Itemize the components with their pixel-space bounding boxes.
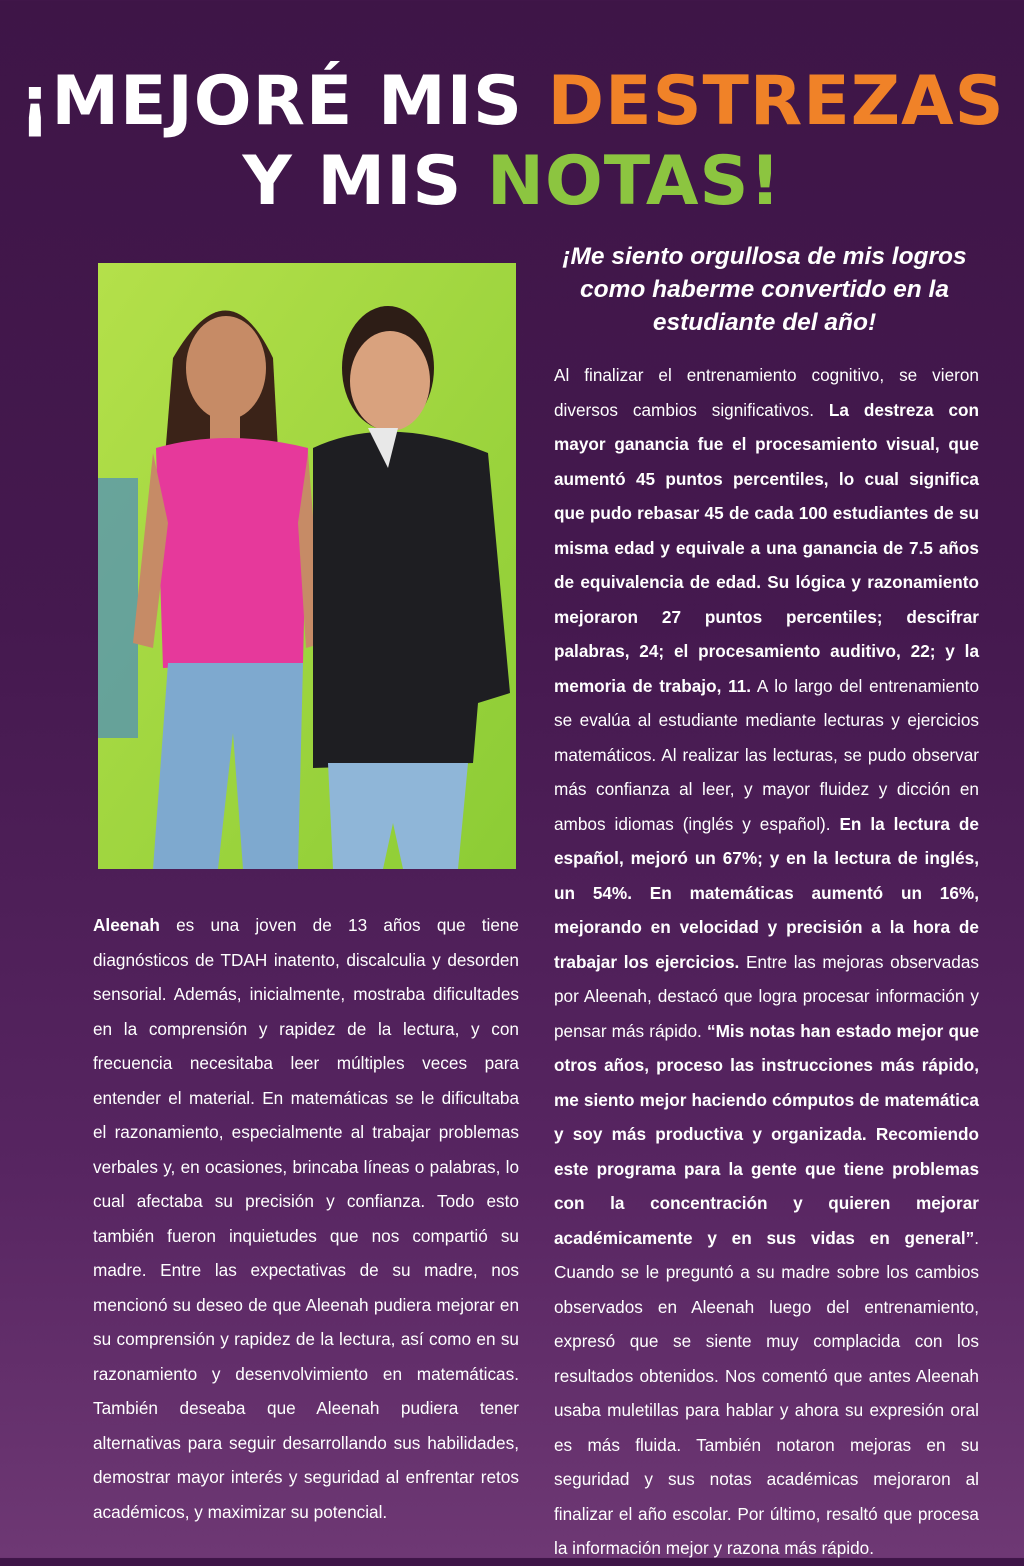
right-text-2: A lo largo del entrenamiento se evalúa al estudiante mediante lecturas y ejercicios matemáticos. Al realizar las lecturas, se pudo observar más confianza al leer, y mayor fluidez y dicción en ambos idiomas (inglés y español). [554,675,979,834]
left-paragraph-text: es una joven de 13 años que tiene diagnósticos de TDAH inatento, discalculia y desorden sensorial. Además, inicialmente, mostraba dificultades en la comprensión y rapidez de la lectura, y con frecuencia necesitaba leer múltiples veces para entender el material. En matemáticas se le dificultaba el razonamiento, especialmente al trabajar problemas verbales y, en ocasiones, brincaba líneas o palabras, lo cual afectaba su precisión y confianza. Todo esto también fueron inquietudes que nos compartió su madre. Entre las expectativas de su madre, nos mencionó su deseo de que Aleenah pudiera mejorar en su comprensión y rapidez de la lectura, así como en su razonamiento y desenvolvimiento en matemáticas. También deseaba que Aleenah pudiera tener alternativas para seguir desarrollando sus habilidades, demostrar mayor interés y seguridad al enfrentar retos académicos, y maximizar su potencial. [93,915,519,1522]
left-paragraph [93,908,519,1529]
right-text-1: Al finalizar el entrenamiento cognitivo, se vieron diversos cambios significativos. [554,365,979,420]
student-name: Aleenah [93,915,160,935]
headline-part-2: Y MIS [242,142,488,221]
right-bold-1: La destreza con mayor ganancia fue el procesamiento visual, que aumentó 45 puntos percentiles, lo cual significa que pudo rebasar 45 de cada 100 estudiantes de su misma edad y equivale a una ganancia de 7.5 años de equivalencia de edad. Su lógica y razonamiento mejoraron 27 puntos percentiles; descifrar palabras, 24; el procesamiento auditivo, 22; y la memoria de trabajo, 11. [554,399,979,696]
headline-part-1: ¡MEJORÉ MIS [19,62,548,141]
pull-quote: ¡Me siento orgullosa de mis logros como haberme convertido en la estudiante del año! [562,243,967,336]
right-text-3: Entre las mejoras observadas por Aleenah, destacó que logra procesar información y pensar más rápido. [554,951,979,1041]
right-bold-3: “Mis notas han estado mejor que otros años, proceso las instrucciones más rápido, me siento mejor haciendo cómputos de matemática y soy más productiva y organizada. Recomiendo este programa para la gente que tiene problemas con la concentración y quieren mejorar académicamente y en sus vidas en general” [554,1020,980,1248]
right-column [554,358,979,1566]
photo [98,263,516,869]
left-column [93,908,519,1529]
headline-highlight-destrezas: DESTREZAS [547,62,1005,141]
headline [0,62,1024,222]
photo-illustration [98,263,516,869]
right-paragraph [554,358,979,1566]
headline-highlight-notas: NOTAS! [487,142,782,221]
right-bold-2: En la lectura de español, mejoró un 67%; y en la lectura de inglés, un 54%. En matemáticas aumentó un 16%, mejorando en velocidad y precisión a la hora de trabajar los ejercicios. [554,813,979,972]
right-text-4: . Cuando se le preguntó a su madre sobre los cambios observados en Aleenah luego del entrenamiento, expresó que se siente muy complacida con los resultados obtenidos. Nos comentó que antes Aleenah usaba muletillas para hablar y ahora su expresión oral es más fluida. También notaron mejoras en su seguridad y sus notas académicas mejoraron al finalizar el año escolar. Por último, resaltó que procesa la información mejor y razona más rápido. [554,1227,979,1558]
